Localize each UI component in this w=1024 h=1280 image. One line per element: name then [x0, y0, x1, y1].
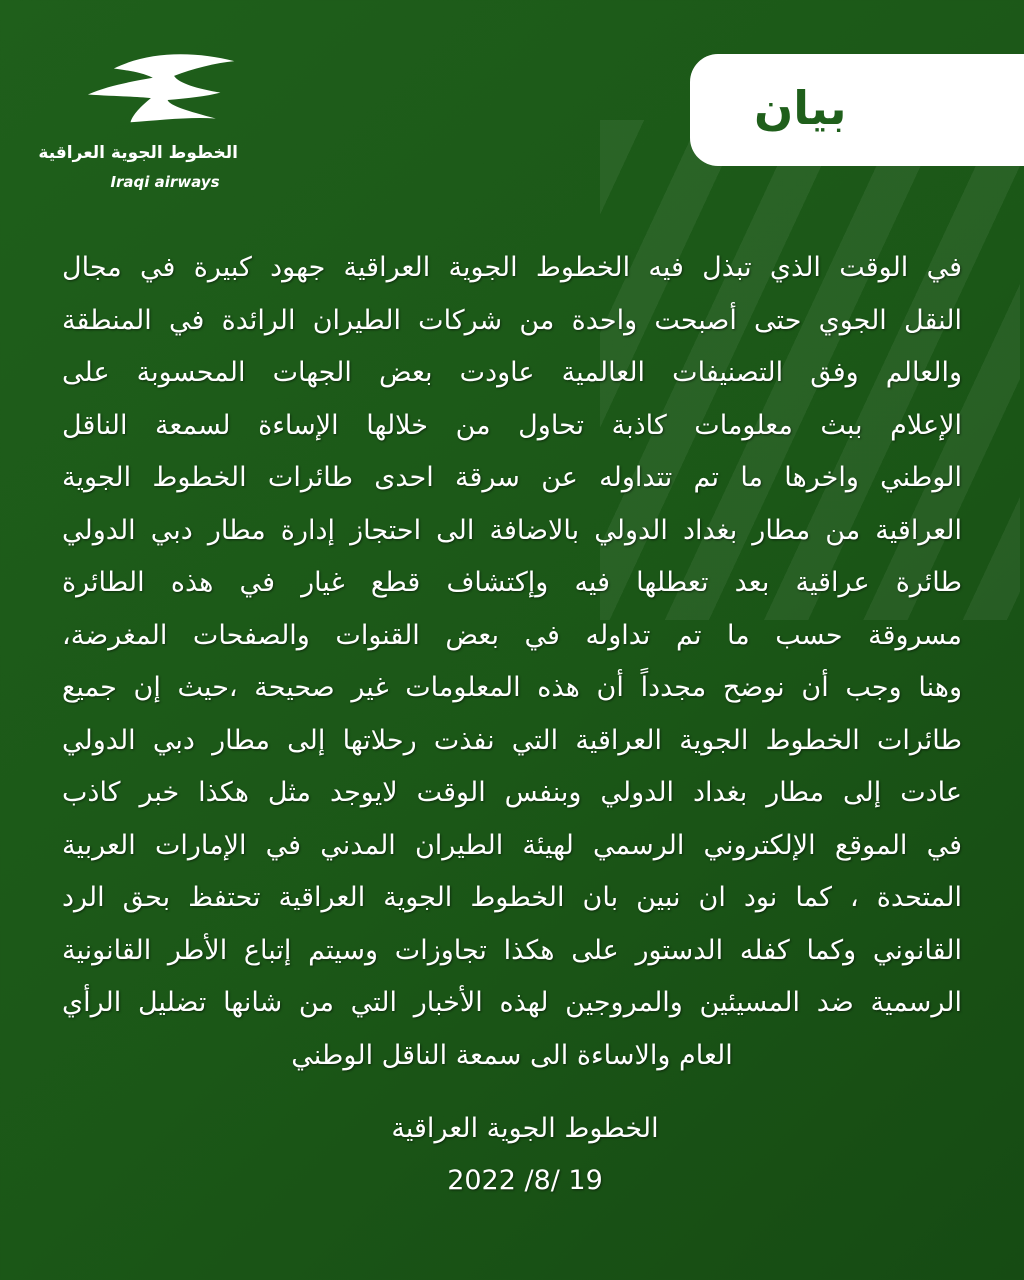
iraqi-airways-logo — [38, 50, 245, 200]
statement-header — [690, 54, 1024, 166]
statement-line: العام والاساءة الى سمعة الناقل الوطني — [291, 1039, 733, 1071]
statement-title: بيان — [754, 81, 847, 135]
statement-line: المتحدة ، كما نود ان نبين بان الخطوط الجوية العراقية تحتفظ بحق الرد — [62, 882, 962, 913]
statement-line: والعالم وفق التصنيفات العالمية عاودت بعض الجهات المحسوبة على — [62, 357, 962, 388]
statement-line: وهنا وجب أن نوضح مجدداً أن هذه المعلومات غير صحيحة ،حيث إن جميع — [62, 672, 962, 703]
statement-line: عادت إلى مطار بغداد الدولي وبنفس الوقت لايوجد مثل هكذا خبر كاذب — [62, 777, 962, 808]
statement-line: النقل الجوي حتى أصبحت واحدة من شركات الطيران الرائدة في المنطقة — [62, 304, 962, 336]
statement-line: في الوقت الذي تبذل فيه الخطوط الجوية العراقية جهود كبيرة في مجال — [62, 252, 962, 283]
logo-arabic-text: الخطوط الجوية العراقية — [38, 143, 238, 163]
statement-body — [62, 242, 962, 1082]
statement-line: الإعلام ببث معلومات كاذبة تحاول من خلالها الإساءة لسمعة الناقل — [62, 409, 962, 441]
statement-line: مسروقة حسب ما تم تداوله في بعض القنوات والصفحات المغرضة، — [62, 619, 962, 651]
statement-line: طائرات الخطوط الجوية العراقية التي نفذت رحلاتها إلى مطار دبي الدولي — [62, 724, 962, 756]
signature-name: الخطوط الجوية العراقية — [391, 1113, 659, 1144]
statement-line: في الموقع الإلكتروني الرسمي لهيئة الطيران المدني في الإمارات العربية — [62, 829, 962, 861]
statement-line: الرسمية ضد المسيئين والمروجين لهذه الأخبار التي من شانها تضليل الرأي — [62, 987, 962, 1018]
statement-line: القانوني وكما كفله الدستور على هكذا تجاوزات وسيتم إتباع الأطر القانونية — [62, 934, 962, 966]
statement-line: العراقية من مطار بغداد الدولي بالاضافة الى احتجاز إدارة مطار دبي الدولي — [62, 514, 962, 546]
statement-line: الوطني واخرها ما تم تتداوله عن سرقة احدى طائرات الخطوط الجوية — [62, 462, 962, 493]
signature-date: 2022 /8/ 19 — [447, 1165, 603, 1196]
logo-english-text: Iraqi airways — [110, 173, 220, 191]
statement-line: طائرة عراقية بعد تعطلها فيه وإكتشاف قطع غيار في هذه الطائرة — [62, 567, 962, 598]
bird-logo-icon — [80, 50, 245, 138]
